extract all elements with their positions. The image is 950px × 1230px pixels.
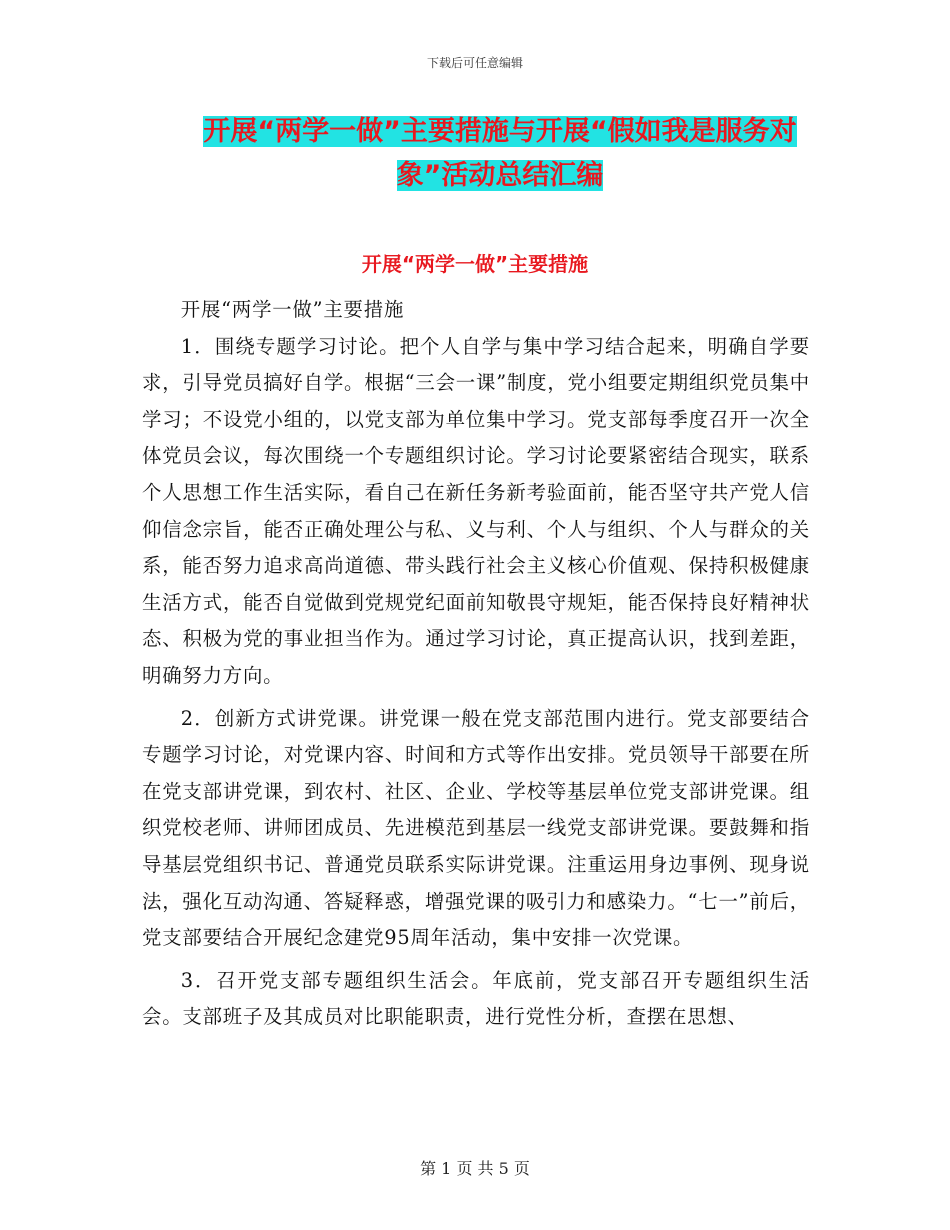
document-title-text: 开展“两学一做”主要措施与开展“假如我是服务对象”活动总结汇编 — [203, 116, 797, 191]
page-footer: 第 1 页 共 5 页 — [420, 1159, 530, 1178]
paragraph-2: 2．创新方式讲党课。讲党课一般在党支部范围内进行。党支部要结合专题学习讨论，对党课内容、时间和方式等作出安排。党员领导干部要在所在党支部讲党课，到农村、社区、企业、学校等基层单位党支部讲党课。组织党校老师、讲师团成员、先进模范到基层一线党支部讲党课。要鼓舞和指导基层党组织书记、普通党员联系实际讲党课。注重运用身边事例、现身说法，强化互动沟通、答疑释惑，增强党课的吸引力和感染力。“七一”前后，党支部要结合开展纪念建党95周年活动，集中安排一次党课。 — [142, 706, 810, 950]
paragraph-heading: 开展“两学一做”主要措施 — [180, 298, 405, 321]
section-title: 开展“两学一做”主要措施 — [361, 252, 589, 276]
header-note: 下载后可任意编辑 — [426, 56, 523, 70]
body-text — [142, 292, 810, 1036]
paragraph-3: 3．召开党支部专题组织生活会。年底前，党支部召开专题组织生活会。支部班子及其成员对比职能职责，进行党性分析，查摆在思想、 — [142, 968, 810, 1029]
paragraph-1: 1．围绕专题学习讨论。把个人自学与集中学习结合起来，明确自学要求，引导党员搞好自学。根据“三会一课”制度，党小组要定期组织党员集中学习；不设党小组的，以党支部为单位集中学习。党支部每季度召开一次全体党员会议，每次围绕一个专题组织讨论。学习讨论要紧密结合现实，联系个人思想工作生活实际，看自己在新任务新考验面前，能否坚守共产党人信仰信念宗旨，能否正确处理公与私、义与利、个人与组织、个人与群众的关系，能否努力追求高尚道德、带头践行社会主义核心价值观、保持积极健康生活方式，能否自觉做到党规党纪面前知敬畏守规矩，能否保持良好精神状态、积极为党的事业担当作为。通过学习讨论，真正提高认识，找到差距，明确努力方向。 — [142, 334, 810, 687]
document-title — [190, 110, 810, 198]
